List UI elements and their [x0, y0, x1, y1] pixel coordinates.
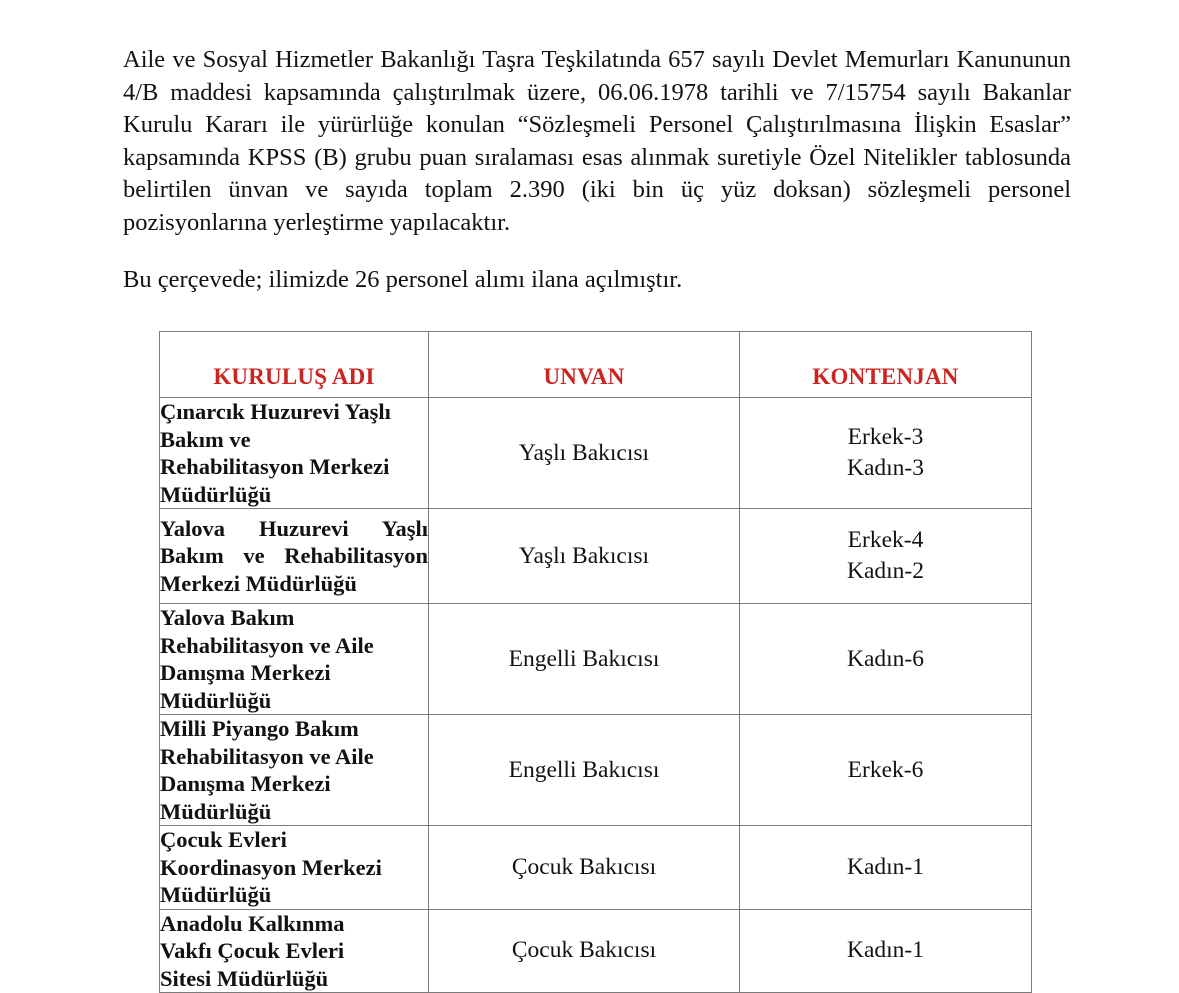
cell-unvan: Yaşlı Bakıcısı — [429, 398, 740, 509]
kurulus-line: Müdürlüğü — [160, 481, 272, 507]
cell-unvan: Çocuk Bakıcısı — [429, 826, 740, 910]
cell-kurulus-adi — [160, 604, 429, 715]
kurulus-line: Çınarcık Huzurevi Yaşlı — [160, 399, 391, 424]
column-header-unvan: UNVAN — [429, 332, 740, 398]
kontenjan-line: Erkek-3 — [847, 424, 924, 450]
cell-kontenjan — [740, 909, 1032, 993]
column-header-kurulus-adi: KURULUŞ ADI — [160, 332, 429, 398]
kurulus-line: Yalova Huzurevi Yaşlı — [160, 515, 428, 541]
document-body — [123, 44, 1071, 297]
kurulus-line: Milli Piyango Bakım — [160, 716, 359, 741]
cell-unvan: Yaşlı Bakıcısı — [429, 509, 740, 604]
kurulus-line: Rehabilitasyon Merkezi — [160, 454, 390, 479]
kurulus-line: Sitesi Müdürlüğü — [160, 965, 329, 991]
intro-paragraph: Aile ve Sosyal Hizmetler Bakanlığı Taşra Teşkilatında 657 sayılı Devlet Memurları Kanununun 4/B maddesi kapsamında çalıştırılmak üzere, 06.06.1978 tarihli ve 7/15754 sayılı Bakanlar Kurulu Kararı ile yürürlüğe konulan “Sözleşmeli Personel Çalıştırılmasına İlişkin Esaslar” kapsamında KPSS (B) grubu puan sıralaması esas alınmak suretiyle Özel Nitelikler tablosunda belirtilen ünvan ve sayıda toplam 2.390 (iki bin üç yüz doksan) sözleşmeli personel pozisyonlarına yerleştirme yapılacaktır. — [123, 46, 1071, 236]
cell-kurulus-adi — [160, 715, 429, 826]
kurulus-line: Koordinasyon Merkezi — [160, 854, 382, 880]
kurulus-line: Müdürlüğü — [160, 687, 272, 713]
kurulus-line: Merkezi Müdürlüğü — [160, 570, 357, 596]
kurulus-line: Yalova Bakım — [160, 605, 295, 630]
cell-kontenjan — [740, 826, 1032, 910]
table-row — [160, 826, 1032, 910]
kurulus-line: Bakım ve Rehabilitasyon — [160, 543, 428, 569]
kontenjan-line: Kadın-2 — [846, 558, 924, 584]
table-header — [160, 332, 1032, 398]
kurulus-line: Vakfı Çocuk Evleri — [160, 938, 345, 963]
cell-kurulus-adi — [160, 509, 429, 604]
kontenjan-line: Kadın-6 — [846, 645, 924, 672]
kurulus-line: Müdürlüğü — [160, 798, 272, 824]
cell-kurulus-adi — [160, 398, 429, 509]
kontenjan-line: Erkek-6 — [847, 756, 924, 783]
table-row — [160, 909, 1032, 993]
kurulus-line: Rehabilitasyon ve Aile — [160, 743, 374, 769]
table-row — [160, 398, 1032, 509]
table-body — [160, 398, 1032, 993]
kontenjan-line: Kadın-1 — [846, 853, 924, 880]
kurulus-line: Bakım ve — [160, 426, 251, 452]
positions-table-container — [159, 331, 1031, 993]
positions-table — [159, 331, 1032, 993]
kurulus-line: Danışma Merkezi — [160, 771, 331, 796]
kurulus-line: Rehabilitasyon ve Aile — [160, 632, 374, 658]
kurulus-line: Çocuk Evleri — [160, 827, 287, 852]
cell-kontenjan — [740, 715, 1032, 826]
cell-unvan: Çocuk Bakıcısı — [429, 909, 740, 993]
table-row — [160, 715, 1032, 826]
cell-kontenjan — [740, 604, 1032, 715]
kontenjan-line: Kadın-1 — [846, 937, 924, 964]
cell-unvan: Engelli Bakıcısı — [429, 715, 740, 826]
cell-kurulus-adi — [160, 826, 429, 910]
kontenjan-line: Kadın-3 — [846, 455, 924, 481]
kontenjan-line: Erkek-4 — [847, 527, 924, 553]
column-header-kontenjan: KONTENJAN — [740, 332, 1032, 398]
kurulus-line: Danışma Merkezi — [160, 660, 331, 685]
table-header-row — [160, 332, 1032, 398]
cell-kurulus-adi — [160, 909, 429, 993]
cell-unvan: Engelli Bakıcısı — [429, 604, 740, 715]
kurulus-line: Müdürlüğü — [160, 882, 272, 907]
table-row — [160, 604, 1032, 715]
cell-kontenjan — [740, 398, 1032, 509]
cell-kontenjan — [740, 509, 1032, 604]
kurulus-line: Anadolu Kalkınma — [160, 910, 345, 936]
table-row — [160, 509, 1032, 604]
summary-paragraph: Bu çerçevede; ilimizde 26 personel alımı ilana açılmıştır. — [123, 266, 683, 293]
